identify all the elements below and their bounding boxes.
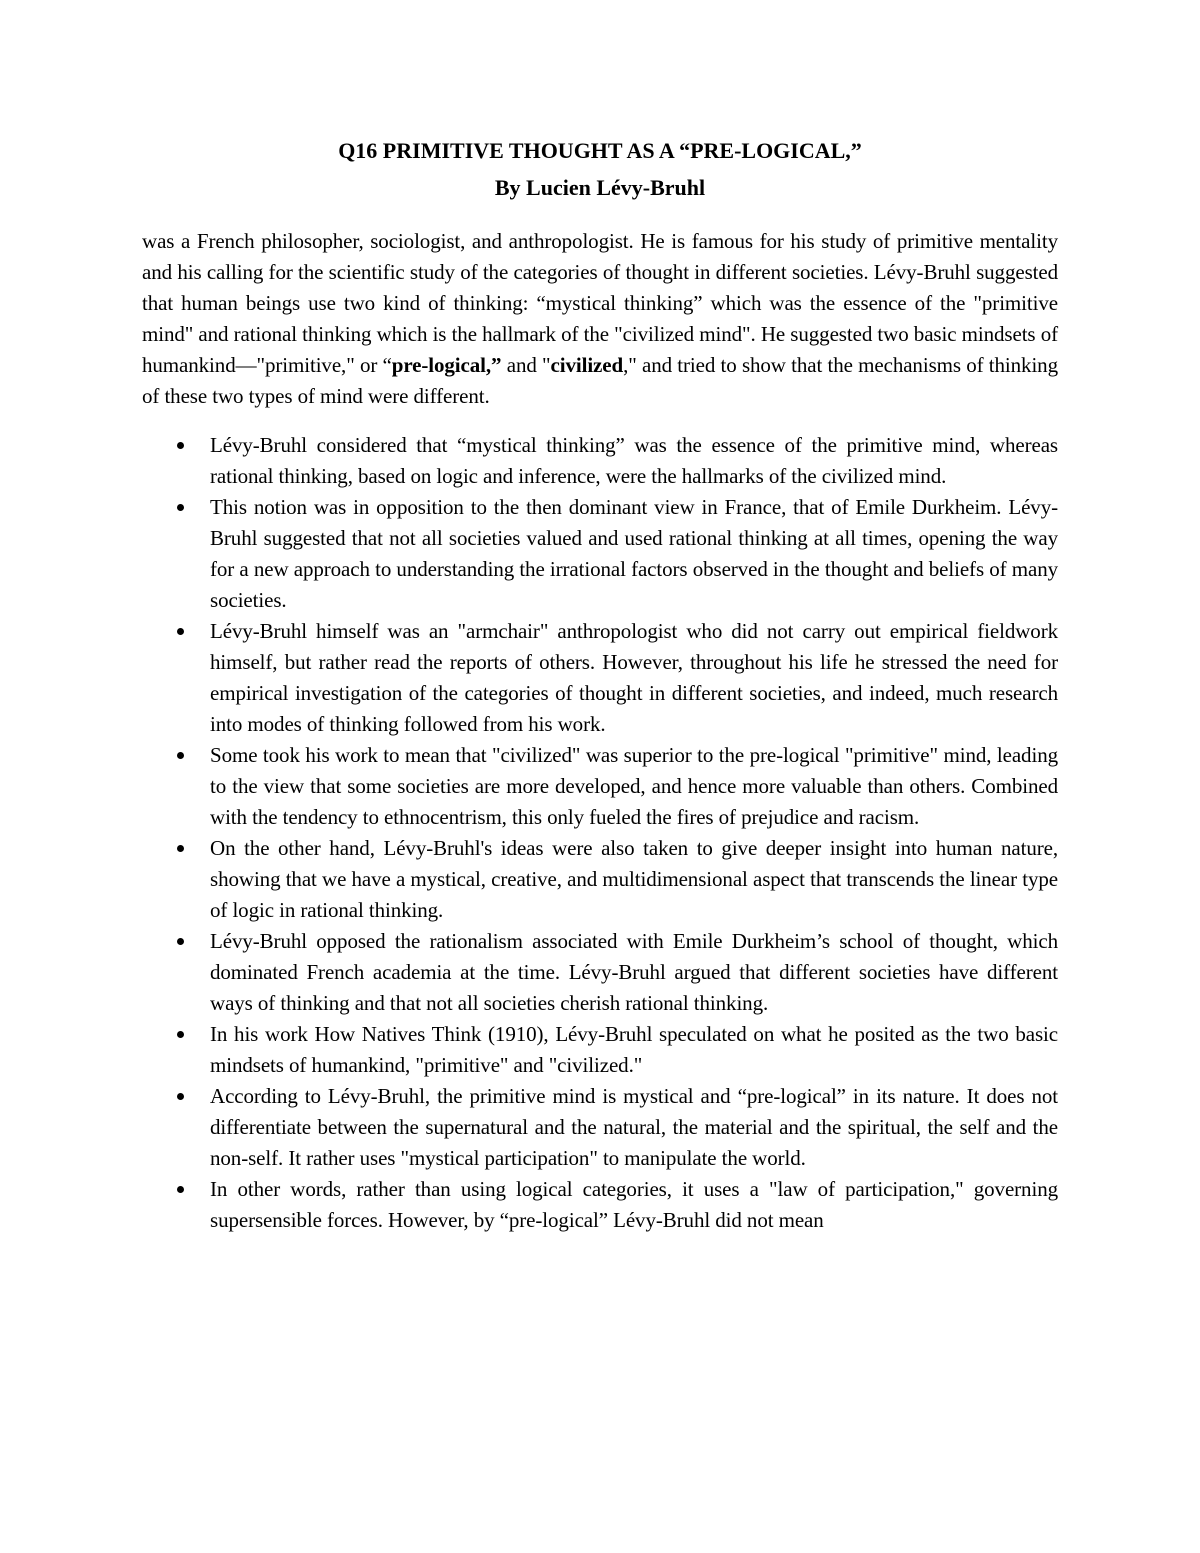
bullet-item xyxy=(142,1081,1058,1174)
bullet-text: In his work How Natives Think (1910), Lévy-Bruhl speculated on what he posited as the two basic mindsets of humankind, "primitive" and "civilized." xyxy=(210,1022,1058,1077)
document-title xyxy=(142,132,1058,206)
bullet-item xyxy=(142,833,1058,926)
bullet-item xyxy=(142,616,1058,740)
bullet-text: In other words, rather than using logical categories, it uses a "law of participation," governing supersensible forces. However, by “pre-logical” Lévy-Bruhl did not mean xyxy=(210,1177,1058,1232)
bullet-dot-icon xyxy=(177,752,184,759)
intro-paragraph xyxy=(142,226,1058,412)
bullet-dot-icon xyxy=(177,442,184,449)
bullet-text: Lévy-Bruhl opposed the rationalism associated with Emile Durkheim’s school of thought, which dominated French academia at the time. Lévy-Bruhl argued that different societies have different ways of thinking and that not all societies cherish rational thinking. xyxy=(210,929,1058,1015)
bullet-dot-icon xyxy=(177,504,184,511)
bullet-dot-icon xyxy=(177,1093,184,1100)
bullet-text: Some took his work to mean that "civilized" was superior to the pre-logical "primitive" mind, leading to the view that some societies are more developed, and hence more valuable than others. Combined with the tendency to ethnocentrism, this only fueled the fires of prejudice and racism. xyxy=(210,743,1058,829)
intro-text-3: ," and tried to show that the mechanisms of thinking of these two types of mind were different. xyxy=(142,353,1058,408)
bullet-dot-icon xyxy=(177,1031,184,1038)
bullet-text: This notion was in opposition to the then dominant view in France, that of Emile Durkheim. Lévy-Bruhl suggested that not all societies valued and used rational thinking at all times, opening the way for a new approach to understanding the irrational factors observed in the thought and beliefs of many societies. xyxy=(210,495,1058,612)
bullet-text: Lévy-Bruhl considered that “mystical thinking” was the essence of the primitive mind, whereas rational thinking, based on logic and inference, were the hallmarks of the civilized mind. xyxy=(210,433,1058,488)
intro-text-2: and " xyxy=(501,353,551,377)
intro-text-1: was a French philosopher, sociologist, and anthropologist. He is famous for his study of primitive mentality and his calling for the scientific study of the categories of thought in different societies. Lévy-Bruhl suggested that human beings use two kind of thinking: “mystical thinking” which was the essence of the "primitive mind" and rational thinking which is the hallmark of the "civilized mind". He suggested two basic mindsets of humankind—"primitive," or “ xyxy=(142,229,1058,377)
bullet-text: Lévy-Bruhl himself was an "armchair" anthropologist who did not carry out empirical fieldwork himself, but rather read the reports of others. However, throughout his life he stressed the need for empirical investigation of the categories of thought in different societies, and indeed, much research into modes of thinking followed from his work. xyxy=(210,619,1058,736)
bullet-dot-icon xyxy=(177,1186,184,1193)
bullet-text: On the other hand, Lévy-Bruhl's ideas were also taken to give deeper insight into human nature, showing that we have a mystical, creative, and multidimensional aspect that transcends the linear type of logic in rational thinking. xyxy=(210,836,1058,922)
title-line-2-author: By Lucien Lévy-Bruhl xyxy=(494,175,706,200)
bullet-item xyxy=(142,1019,1058,1081)
bullet-item xyxy=(142,1174,1058,1236)
intro-bold-prelogical: pre-logical,” xyxy=(391,353,502,377)
bullet-item xyxy=(142,926,1058,1019)
bullet-item xyxy=(142,430,1058,492)
bullet-item xyxy=(142,740,1058,833)
bullet-dot-icon xyxy=(177,845,184,852)
bullet-list xyxy=(142,430,1058,1236)
title-line-1: Q16 PRIMITIVE THOUGHT AS A “PRE-LOGICAL,” xyxy=(338,138,862,163)
bullet-text: According to Lévy-Bruhl, the primitive mind is mystical and “pre-logical” in its nature. It does not differentiate between the supernatural and the natural, the material and the spiritual, the self and the non-self. It rather uses "mystical participation" to manipulate the world. xyxy=(210,1084,1058,1170)
bullet-dot-icon xyxy=(177,628,184,635)
intro-bold-civilized: civilized xyxy=(550,353,624,377)
bullet-dot-icon xyxy=(177,938,184,945)
bullet-item xyxy=(142,492,1058,616)
